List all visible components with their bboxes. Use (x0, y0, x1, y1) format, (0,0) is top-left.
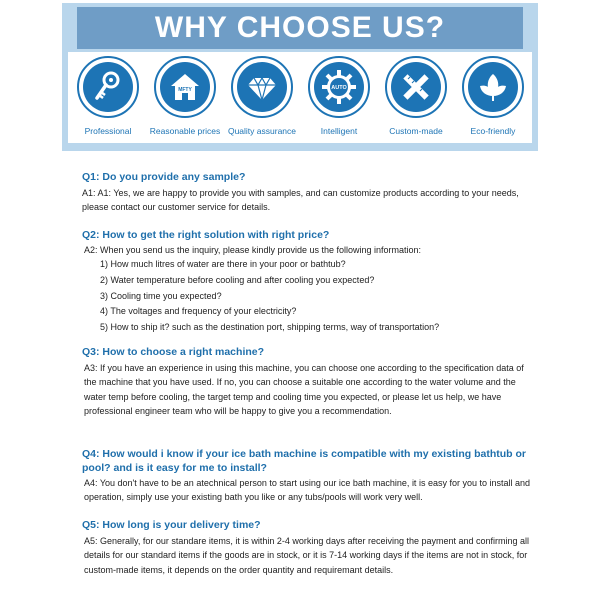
list-item: 4) The voltages and frequency of your electricity? (100, 306, 297, 317)
house-icon-text: MFTY (178, 87, 192, 93)
why-choose-us-banner (62, 3, 538, 151)
feature-custom-made (378, 56, 454, 136)
faq-item-3 (82, 346, 532, 419)
faq-answer: A3: If you have an experience in using this machine, you can choose one according to the specification data of the machine that you have used. If no, you can choose a suitable one according to the water volume and the water temp before cooling, the target temp and cooling time you expected, or please let us help, we have professional engineer team who will be happy to give you a recommendation. (84, 363, 524, 417)
pencil-ruler-icon (399, 70, 433, 104)
house-icon (168, 70, 202, 104)
list-item: 2) Water temperature before cooling and after cooling you expected? (100, 275, 375, 285)
list-item: 3) Cooling time you expected? (100, 290, 222, 301)
feature-label: Reasonable prices (149, 126, 221, 136)
leaf-icon (476, 70, 510, 104)
feature-label: Quality assurance (227, 126, 297, 136)
feature-label: Custom-made (389, 126, 443, 136)
faq-answer: A4: You don't have to be an atechnical person to start using our ice bath machine, it is easy for you to install and operation, simply use your existing bath you like or any tubs/pools will work very well. (84, 478, 530, 503)
banner-title: WHY CHOOSE US? (77, 7, 523, 49)
faq-question: Q1: Do you provide any sample? (82, 171, 246, 183)
feature-label: Eco-friendly (470, 126, 516, 136)
features-row (68, 52, 532, 143)
feature-quality-assurance (224, 56, 300, 136)
feature-reasonable-prices (147, 56, 223, 136)
feature-label: Professional (84, 126, 132, 136)
faq-answer: A5: Generally, for our standare items, it is within 2-4 working days after receiving the payment and confirming all details for our standard items if the goods are in stock, or it is 7-14 working days if the items are not in stock, for custom-made items, it depends on the order quantity and requiremant details. (84, 536, 530, 575)
feature-label: Intelligent (320, 126, 358, 136)
list-item: 1) How much litres of water are there in your poor or bathtub? (100, 259, 346, 270)
gear-icon (320, 68, 358, 106)
feature-intelligent (301, 56, 377, 136)
feature-eco-friendly (455, 56, 531, 136)
key-icon (91, 70, 125, 104)
faq-question: Q4: How would i know if your ice bath machine is compatible with my existing bathtub or pool? and is it easy for me to install? (82, 448, 526, 474)
faq-answer: A1: A1: Yes, we are happy to provide you with samples, and can customize products according to your needs, please contact our customer service for details. (82, 188, 519, 213)
feature-professional (70, 56, 146, 136)
faq-question: Q3: How to choose a right machine? (82, 346, 265, 358)
faq-item-1 (82, 171, 532, 215)
requirement-list (82, 257, 532, 335)
diamond-icon (245, 70, 279, 104)
list-item: 5) How to ship it? such as the destination port, shipping terms, way of transportation? (100, 321, 440, 332)
faq-answer: A2: When you send us the inquiry, please kindly provide us the following information: (84, 245, 422, 255)
faq-question: Q5: How long is your delivery time? (82, 519, 261, 531)
faq-question: Q2: How to get the right solution with right price? (82, 229, 330, 241)
gear-icon-text: AUTO (331, 85, 347, 91)
faq-item-2 (82, 229, 532, 335)
faq-item-5 (82, 519, 532, 577)
faq-item-4 (82, 447, 532, 505)
